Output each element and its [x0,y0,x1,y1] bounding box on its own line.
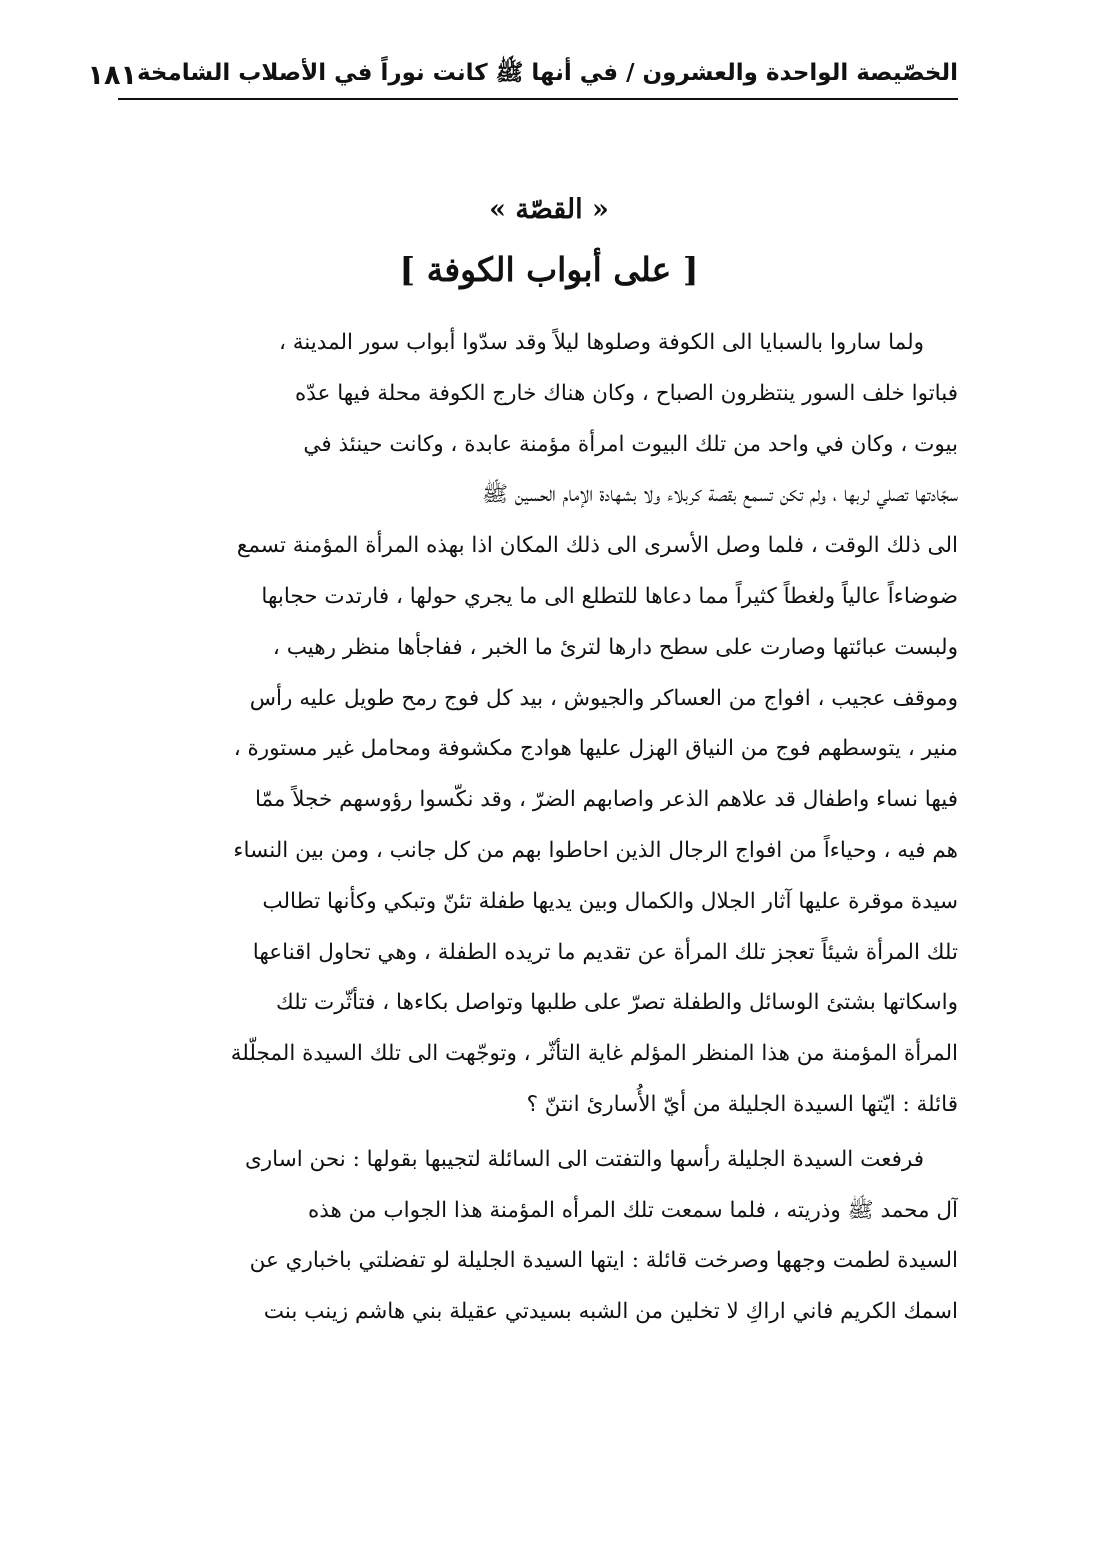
paragraph [120,1135,958,1338]
text-line: وموقف عجيب ، افواج من العساكر والجيوش ، بيد كل فوج رمح طويل عليه رأس [249,685,958,711]
text-line: السيدة لطمت وجهها وصرخت قائلة : ايتها السيدة الجليلة لو تفضلتي باخباري عن [249,1248,958,1274]
text-line: تلك المرأة شيئاً تعجز تلك المرأة عن تقديم ما تريده الطفلة ، وهي تحاول اقناعها [252,939,958,965]
text-line: سيدة موقرة عليها آثار الجلال والكمال وبين يديها طفلة تئنّ وتبكي وكأنها تطالب [262,888,958,914]
text-line: هم فيه ، وحياءاً من افواج الرجال الذين احاطوا بهم من كل جانب ، ومن بين النساء [233,837,958,863]
text-line: فرفعت السيدة الجليلة رأسها والتفتت الى السائلة لتجيبها بقولها : نحن اسارى [244,1146,924,1172]
section-label: « القصّة » [489,194,609,225]
header-title: الخصّيصة الواحدة والعشرون / في أنها ﷺ كانت نوراً في الأصلاب الشامخة [136,60,958,86]
section-title: [ على أبواب الكوفة ] [399,250,699,289]
text-line: ضوضاءاً عالياً ولغطاً كثيراً مما دعاها للتطلع الى ما يجري حولها ، فارتدت حجابها [261,583,958,609]
header-divider [118,98,958,100]
text-line: الى ذلك الوقت ، فلما وصل الأسرى الى ذلك المكان اذا بهذه المرأة المؤمنة تسمع [236,533,958,559]
text-line: منير ، يتوسطهم فوج من النياق الهزل عليها هوادج مكشوفة ومحامل غير مستورة ، [233,736,958,762]
text-line: فباتوا خلف السور ينتظرون الصباح ، وكان هناك خارج الكوفة محلة فيها عدّه [294,380,958,406]
text-line: سجّادتها تصلي لربها ، ولم تكن تسمع بقصة كربلاء ولا بشهادة الإمام الحسين ﷺ [481,482,958,508]
body-text [120,318,958,1338]
text-line: اسمك الكريم فاني اراكِ لا تخلين من الشبه بسيدتي عقيلة بني هاشم زينب بنت [263,1299,958,1325]
text-line: ولبست عبائتها وصارت على سطح دارها لترئ ما الخبر ، ففاجأها منظر رهيب ، [272,634,958,660]
text-line: المرأة المؤمنة من هذا المنظر المؤلم غاية التأثّر ، وتوجّهت الى تلك السيدة المجلّلة [230,1041,958,1067]
paragraph [120,318,958,1131]
text-line: واسكاتها بشتئ الوسائل والطفلة تصرّ على طلبها وتواصل بكاءها ، فتأثّرت تلك [275,990,958,1016]
running-header [87,52,958,98]
text-line: ولما ساروا بالسبايا الى الكوفة وصلوها ليلاً وقد سدّوا أبواب سور المدينة ، [279,330,924,355]
text-line: بيوت ، وكان في واحد من تلك البيوت امرأة مؤمنة عابدة ، وكانت حينئذ في [303,431,958,457]
text-line: فيها نساء واطفال قد علاهم الذعر واصابهم الضرّ ، وقد نكّسوا رؤوسهم خجلاً ممّا [254,787,958,813]
text-line: آل محمد ﷺ وذريته ، فلما سمعت تلك المرأه المؤمنة هذا الجواب من هذه [307,1197,958,1223]
text-line: قائلة : ايّتها السيدة الجليلة من أيّ الأُسارئ انتنّ ؟ [526,1091,958,1117]
page-number: ١٨١ [87,59,137,91]
